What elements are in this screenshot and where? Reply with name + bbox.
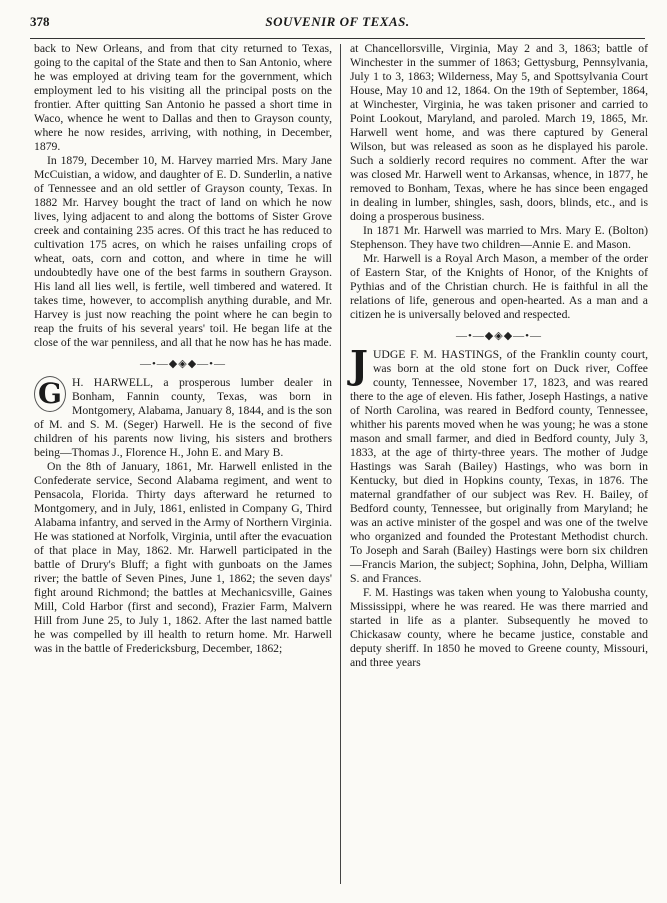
hastings-intro-text: UDGE F. M. HASTINGS, of the Franklin county court, was born at the old stone fort on Duck river, Coffee county, Tennessee, November 17, 1823, and was reared there to the age of eleven. His father, Joseph Hastings, a native of North Carolina, was reared in Bedford county, Tennessee, whither his parents moved when he was young; he was a stone mason and small farmer, and died in Bedford county, July 3, 1833, at the age of thirty-three years. The mother of Judge Hastings was Sarah (Bailey) Hastings, who was born in Kentucky, but died in Hopkins county, Texas, in 1876. The maternal grandfather of our subject was Rev. H. Bailey, of Bedford county, Tennessee, but originally from Maryland; he was an active minister of the gospel and was one of the twelve who organized and founded the Protestant Methodist church. To Joseph and Sarah (Bailey) Hastings were born six children—Francis Marion, the subject; Sophina, John, Delpha, William S. and Frances. bbox=[350, 348, 648, 585]
page-number: 378 bbox=[30, 14, 50, 29]
drop-cap: J bbox=[350, 342, 368, 387]
harwell-intro-text: H. HARWELL, a prosperous lumber dealer in Bonham, Fannin county, Texas, was born in Montgomery, Alabama, January 8, 1844, and is the son of M. and S. M. (Seger) Harwell. He is the second of five children of his parents now living, his sisters and brothers being—Thomas J., Florence H., John E. and Mary B. bbox=[34, 376, 332, 459]
hastings-intro bbox=[350, 342, 648, 586]
section-ornament: —•—◆◈◆—•— bbox=[455, 330, 543, 342]
section-ornament: —•—◆◈◆—•— bbox=[139, 358, 227, 370]
paragraph: In 1871 Mr. Harwell was married to Mrs. Mary E. (Bolton) Stephenson. They have two children—Annie E. and Mason. bbox=[350, 224, 648, 251]
page-header bbox=[30, 14, 645, 34]
right-column bbox=[350, 42, 648, 670]
paragraph: Mr. Harwell is a Royal Arch Mason, a member of the order of Eastern Star, of the Knights of Honor, of the Knights of Pythias and of the Christian church. He is faithful in all the relations of life, generous and open-hearted. As a man and a citizen he is universally beloved and respected. bbox=[350, 252, 648, 321]
header-rule bbox=[30, 38, 645, 39]
drop-cap: G bbox=[34, 376, 66, 412]
paragraph: at Chancellorsville, Virginia, May 2 and 3, 1863; battle of Winchester in the summer of 1863; Gettysburg, Pennsylvania, July 1 to 3, 1863; Wilderness, May 5, and Spottsylvania Court House, May 10 and 12, 1864. On the 19th of September, 1864, at Winchester, Virginia, he was taken prisoner and carried to Point Lookout, Maryland, and paroled. March 19, 1865, Mr. Harwell went home, and was there captured by General Wilson, but was released as soon as he displayed his parole. Such a soldierly record requires no comment. After the war was closed Mr. Harwell went to Arkansas, whence, in 1877, he removed to Bonham, Texas, where he has since been engaged in dealing in lumber, shingles, sash, doors, blinds, etc., and is doing a prosperous business. bbox=[350, 42, 648, 223]
paragraph: back to New Orleans, and from that city returned to Texas, going to the capital of the State and then to San Antonio, where he was employed at driving team for the government, which employment led to his visiting all the principal posts on the frontier. After quitting San Antonio he passed a short time in Waco, whence he went to Dallas and then to Grayson county, where he now resides, arriving, with nothing, in December, 1879. bbox=[34, 42, 332, 153]
paragraph: F. M. Hastings was taken when young to Yalobusha county, Mississippi, where he was reared. He was there married and started in life as a planter. Subsequently he moved to Chickasaw county, where he became justice, constable and deputy sheriff. In 1850 he moved to Greene county, Missouri, and three years bbox=[350, 586, 648, 669]
paragraph: In 1879, December 10, M. Harvey married Mrs. Mary Jane McCuistian, a widow, and daughter of E. D. Sunderlin, a native of Tennessee and an old settler of Grayson county, Texas. In 1882 Mr. Harvey bought the tract of land on which he now lives, lying adjacent to and along the bottoms of Sister Grove creek and containing 235 acres. Of this tract he has reduced to cultivation 175 acres, on which he raises unfailing crops of wheat, oats, corn and cotton, and where in time he will undoubtedly have one of the best farms in southern Grayson. His land all lies well, is fertile, well timbered and watered. It takes time, however, to accomplish anything durable, and Mr. Harvey is just now reaching the point where he can begin to reap the fruits of his several years' toil. He began life at the close of the war penniless, and all that he now has he has made. bbox=[34, 154, 332, 349]
column-divider bbox=[340, 44, 341, 884]
harwell-intro bbox=[34, 376, 332, 460]
left-column bbox=[34, 42, 332, 656]
running-title: SOUVENIR OF TEXAS. bbox=[265, 14, 410, 29]
paragraph: On the 8th of January, 1861, Mr. Harwell enlisted in the Confederate service, Second Alabama regiment, and went to Pensacola, Florida. Thirty days afterward he returned to Montgomery, and in July, 1861, enlisted in Company G, Third Alabama infantry, and served in the Army of Northern Virginia. He was stationed at Norfolk, Virginia, until after the evacuation of that place in May, 1862. Mr. Harwell participated in the battle of Drury's Bluff; a fight with gunboats on the James river; the battle of Seven Pines, June 1, 1862; the seven days' fight around Richmond; the battles at Mechanicsville, Gaines Mill, Cold Harbor (first and second), Frazier Farm, Malvern Hill from June 25, to July 1, 1862. After the last named battle he was compelled by ill health to return home. Mr. Harwell was in the battle of Fredericksburg, December, 1862; bbox=[34, 460, 332, 655]
